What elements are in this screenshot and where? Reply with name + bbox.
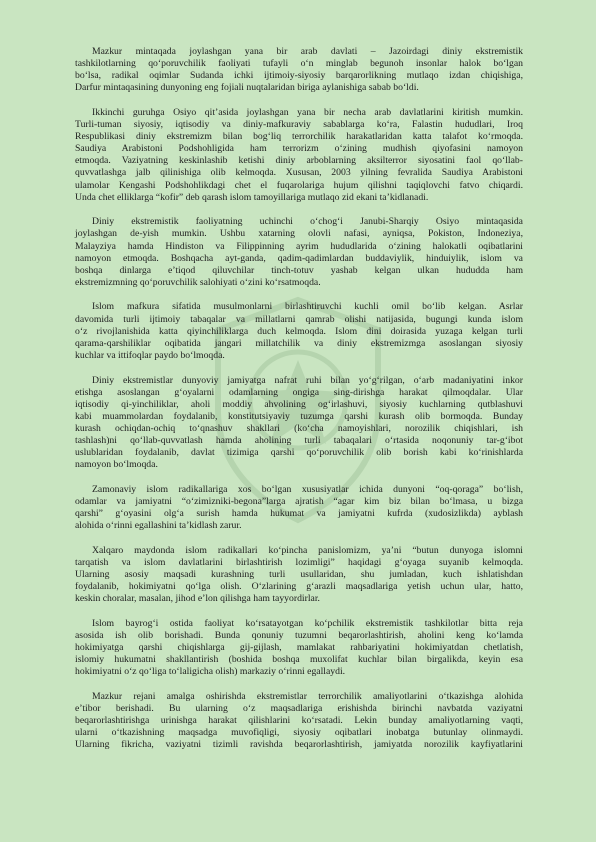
paragraph — [75, 107, 523, 204]
text-line: tarqatish va islom davlatlarini birlashtirish lozimligi” haqidagi g‘oyaga suyanib kelmoqda. — [75, 556, 523, 568]
text-line: iqtisodiy qi-yinchiliklar, aholi moddiy ahvolining og‘irlashuvi, siyosiy kuchlarning qutblashuvi — [75, 398, 523, 410]
text-line: namoyon bo‘lmoqda. — [75, 459, 158, 471]
text-line: kuchlar va ittifoqlar paydo bo‘lmoqda. — [75, 349, 225, 361]
text-line: namoyon etmoqda. Boshqacha ayt-ganda, qadim-qadimlardan buddaviylik, hinduiylik, islom va — [75, 252, 523, 264]
text-line: etmoqda. Vaziyatning keskinlashib ketishi diniy arboblarning aksilterror siyosatini faol qo‘llab- — [75, 155, 523, 167]
text-line: Ularning asosiy maqsadi kurashning turli usullaridan, shu jumladan, kuch ishlatishdan — [75, 569, 523, 581]
paragraph — [75, 618, 523, 678]
paragraph — [75, 46, 523, 94]
text-line: kabi muammolardan foydalanib, konstitutsiyaviy tuzumga qarshi kurash olib bormoqda. Bunday — [75, 410, 523, 422]
paragraph — [75, 301, 523, 361]
paragraph — [75, 375, 523, 472]
text-line: tashlash)ni qo‘llab-quvvatlash hamda aholining turli tabaqalari o‘rtasida noqonuniy tar-g‘ibot — [75, 435, 523, 446]
paragraph — [75, 216, 523, 289]
text-line: foydalanib, hokimiyatni qo‘lga olish. O‘zlarining g‘arazli maqsadlariga yetish uchun ular, hatto, — [75, 581, 523, 593]
text-line: islomiy hukumatni shakllantirish (boshida boshqa muxolifat kuchlar bilan birgalikda, keyin esa — [75, 654, 523, 666]
text-line: Ularning fikricha, vaziyatni tizimli ravishda beqarorlashtirish, jamiyatda norozilik kayfiyatlarini — [75, 739, 523, 751]
text-line: Respublikasi diniy ekstremizm bilan bog‘liq terrorchilik harakatlaridan katta talafot ko‘rmoqda. — [75, 131, 523, 143]
text-line: Xalqaro maydonda islom radikallari ko‘pincha panislomizm, ya’ni “butun dunyoga islomni — [92, 544, 523, 556]
text-line: Turli-tuman siyosiy, iqtisodiy va diniy-mafkuraviy sabablarga ko‘ra, Falastin hududlari, Iroq — [75, 119, 523, 131]
paragraph — [75, 545, 523, 605]
text-line: Islom bayrog‘i ostida faoliyat ko‘rsatayotgan ko‘pchilik ekstremistik tashkilotlar bitta reja — [92, 617, 523, 629]
text-line: hokimiyatni o‘z qo‘liga to‘laligicha olish) markaziy o‘rinni egallaydi. — [75, 666, 346, 678]
text-line: beqarorlashtirishga urinishga harakat qilishlarini ko‘rsatadi. Lekin bunday amaliyotlarning vaqti, — [75, 715, 523, 727]
text-line: kurash ochiqdan-ochiq to‘qnashuv shakllari (ko‘cha namoyishlari, norozilik chiqishlari, ish — [75, 422, 523, 434]
text-line: Diniy ekstremistik faoliyatning uchinchi o‘chog‘i Janubi-Sharqiy Osiyo mintaqasida — [92, 216, 523, 228]
text-line: bo‘lsa, radikal oqimlar Sudanda ichki ijtimoiy-siyosiy barqarorlikning mutlaqo izdan chiqishiga, — [75, 70, 523, 82]
text-line: ekstremizmning qo‘poruvchilik salohiyati o‘zini ko‘rsatmoqda. — [75, 276, 321, 288]
text-line: ularni o‘tkazishning maqsadga muvofiqligi, siyosiy oqibatlari inobatga butunlay olinmaydi. — [75, 727, 523, 739]
paragraph — [75, 484, 523, 532]
text-line: joylashgan de-yish mumkin. Ushbu xatarning olovli nafasi, ayniqsa, Pokiston, Indoneziya, — [75, 228, 523, 240]
text-line: qarshi” g‘oyasini olg‘a surish hamda hukumat va jamiyatni kufrda (xudosizlikda) ayblash — [75, 508, 523, 520]
text-line: asosida ish olib borishadi. Bunda qonuniy tuzumni beqarorlashtirish, aholini keng ko‘lamda — [75, 630, 523, 641]
text-line: Mazkur rejani amalga oshirishda ekstremistlar terrorchilik amaliyotlarini o‘tkazishga alohida — [92, 690, 523, 702]
text-line: alohida o‘rinni egallashini ta’kidlash zarur. — [75, 520, 242, 532]
text-line: Malayziya hamda Hindiston va Filippinning ayrim hududlarida o‘zining halokatli oqibatlarini — [75, 240, 523, 252]
text-line: e’tibor berishadi. Bu ularning o‘z maqsadlariga erishishda birinchi navbatda vaziyatni — [75, 703, 523, 715]
text-line: boshqa dinlarga e’tiqod qiluvchilar tinch-totuv yashab kelgan ulkan hududda ham — [75, 264, 523, 276]
text-line: o‘z rivojlanishida katta qiyinchiliklarga duch kelmoqda. Islom dini doirasida yuzaga kelgan turli — [75, 325, 523, 337]
text-line: Islom mafkura sifatida musulmonlarni birlashtiruvchi kuchli omil bo‘lib kelgan. Asrlar — [92, 301, 523, 313]
paragraph — [75, 691, 523, 751]
text-line: davomida turli ijtimoiy tabaqalar va millatlarni qamrab olishi natijasida, bugungi kunda islom — [75, 313, 523, 325]
text-line: Ikkinchi guruhga Osiyo qit’asida joylashgan yana bir necha arab davlatlarini kiritish mumkin. — [92, 106, 523, 118]
text-line: Darfur mintaqasining dunyoning eng fojiali nuqtalaridan biriga aylanishiga sabab bo‘ldi. — [75, 82, 419, 94]
text-line: quvvatlashga jalb qilinishiga olib kelmoqda. Xususan, 2003 yilning fevralida Saudiya Arabistoni — [75, 167, 523, 179]
text-line: Saudiya Arabistoni Podshohligida ham terrorizm o‘zining mudhish qiyofasini namoyon — [75, 143, 523, 155]
text-line: Diniy ekstremistlar dunyoviy jamiyatga nafrat ruhi bilan yo‘g‘rilgan, o‘arb madaniyatini inkor — [92, 374, 523, 386]
text-line: uslublaridan foydalanib, davlat tizimiga qarshi qo‘poruvchilik olib borish kabi ko‘rinishlarda — [75, 447, 523, 459]
text-line: tashkilotlarning qo‘poruvchilik faoliyati tufayli o‘n minglab begunoh insonlar halok bo‘lgan — [75, 58, 523, 70]
text-line: hokimiyatga qarshi chiqishlarga gij-gijlash, mamlakat rahbariyatini hokimiyatdan chetlatish, — [75, 642, 523, 654]
text-line: Unda chet elliklarga “kofir” deb qarash islom tamoyillariga mutlaqo zid ekani ta’kidlanadi. — [75, 191, 429, 203]
text-line: Mazkur mintaqada joylashgan yana bir arab davlati – Jazoirdagi diniy ekstremistik — [92, 46, 523, 57]
text-line: ulamolar Kengashi Podshohlikdagi chet el fuqarolariga hujum qilishni taqiqlovchi fatvo chiqardi. — [75, 179, 523, 191]
text-line: etishga asoslangan g‘oyalarni odamlarning ongiga sing-dirishga harakat qilmoqdalar. Ular — [75, 386, 523, 398]
text-line: odamlar va jamiyatni “o‘zimizniki-begona”larga ajratish “agar kim biz bilan bo‘lmasa, u bizga — [75, 495, 523, 507]
document-body — [75, 46, 523, 764]
text-line: qarama-qarshiliklar oqibatida jangari millatchilik va diniy ekstremizmga asoslangan siyosiy — [75, 337, 523, 349]
text-line: keskin choralar, masalan, jihod e’lon qilishga ham tayyordirlar. — [75, 593, 320, 605]
text-line: Zamonaviy islom radikallariga xos bo‘lgan xususiyatlar ichida dunyoni “oq-qoraga” bo‘lish, — [92, 483, 523, 495]
